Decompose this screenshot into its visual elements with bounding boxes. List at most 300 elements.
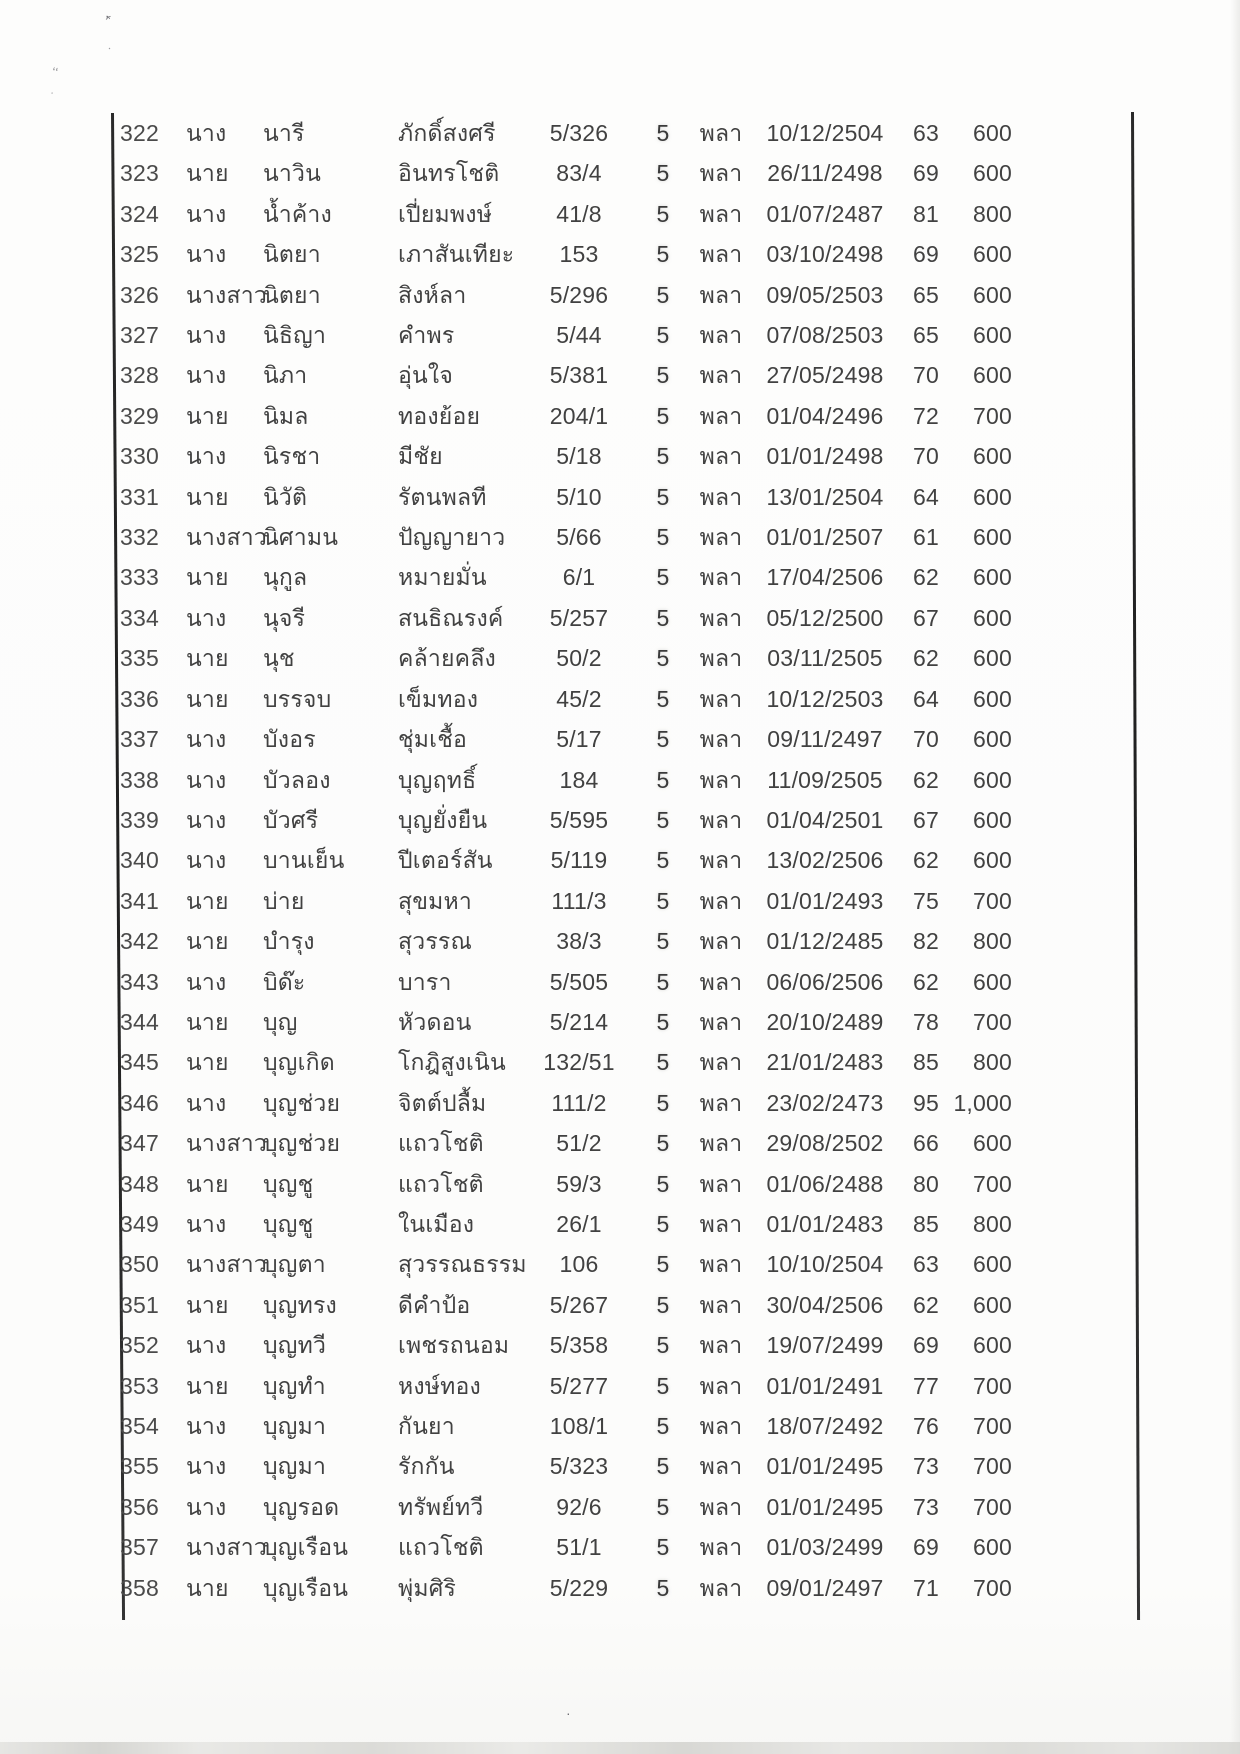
cell-row-number: 358 xyxy=(120,1574,159,1601)
pencil-mark: · xyxy=(103,41,117,55)
cell-title: นาย xyxy=(186,1008,229,1035)
cell-amount: 600 xyxy=(973,1534,1012,1561)
cell-title: นาย xyxy=(186,160,229,187)
cell-birth-date: 06/06/2506 xyxy=(766,968,884,995)
cell-row-number: 324 xyxy=(120,200,159,227)
cell-moo: 5 xyxy=(656,1089,670,1116)
cell-row-number: 352 xyxy=(120,1332,159,1359)
cell-amount: 700 xyxy=(973,1453,1012,1480)
cell-last-name: อุ่นใจ xyxy=(398,362,454,389)
cell-age: 78 xyxy=(913,1008,939,1035)
cell-age: 62 xyxy=(913,968,939,995)
cell-amount: 600 xyxy=(973,160,1012,187)
cell-moo: 5 xyxy=(656,524,670,551)
cell-birth-date: 01/04/2501 xyxy=(766,806,884,833)
cell-first-name: บำรุง xyxy=(263,928,315,955)
cell-last-name: ปัญญายาว xyxy=(398,524,506,551)
cell-first-name: นิมล xyxy=(263,402,309,429)
cell-amount: 600 xyxy=(973,1130,1012,1157)
cell-age: 80 xyxy=(913,1170,939,1197)
cell-house-no: 83/4 xyxy=(556,160,602,187)
cell-amount: 800 xyxy=(973,928,1012,955)
cell-area: พลา xyxy=(699,120,743,146)
cell-last-name: ชุ่มเชื้อ xyxy=(398,726,468,753)
cell-birth-date: 01/06/2488 xyxy=(766,1170,884,1197)
cell-first-name: บานเย็น xyxy=(263,847,345,874)
cell-area: พลา xyxy=(699,322,743,349)
cell-age: 69 xyxy=(913,1332,939,1359)
cell-age: 67 xyxy=(913,806,939,833)
cell-title: นาง xyxy=(186,1089,227,1116)
cell-age: 70 xyxy=(913,362,939,389)
cell-moo: 5 xyxy=(656,160,670,187)
cell-row-number: 344 xyxy=(120,1008,159,1035)
cell-house-no: 41/8 xyxy=(556,200,602,227)
cell-house-no: 51/1 xyxy=(556,1534,602,1561)
cell-amount: 600 xyxy=(973,847,1012,874)
cell-area: พลา xyxy=(699,847,743,874)
table-row xyxy=(0,1083,1240,1123)
cell-area: พลา xyxy=(699,1372,743,1399)
cell-area: พลา xyxy=(699,1574,743,1601)
cell-moo: 5 xyxy=(656,968,670,995)
cell-birth-date: 10/12/2503 xyxy=(766,685,884,712)
cell-first-name: บุญตา xyxy=(263,1251,326,1278)
cell-title: นาย xyxy=(186,564,229,591)
cell-amount: 600 xyxy=(973,1291,1012,1318)
cell-title: นาง xyxy=(186,766,227,793)
cell-last-name: เภาสันเทียะ xyxy=(398,241,515,268)
cell-amount: 600 xyxy=(973,241,1012,268)
cell-first-name: นุกูล xyxy=(263,564,308,591)
cell-amount: 600 xyxy=(973,726,1012,753)
cell-row-number: 349 xyxy=(120,1210,159,1237)
scan-bottom-edge xyxy=(0,1742,1240,1754)
cell-area: พลา xyxy=(699,241,743,268)
cell-area: พลา xyxy=(699,887,743,914)
table-row xyxy=(0,962,1240,1002)
cell-area: พลา xyxy=(699,766,743,793)
cell-row-number: 351 xyxy=(120,1291,159,1318)
cell-row-number: 333 xyxy=(120,564,159,591)
cell-last-name: ทรัพย์ทวี xyxy=(398,1493,484,1520)
table-row xyxy=(0,1042,1240,1082)
cell-age: 85 xyxy=(913,1210,939,1237)
cell-area: พลา xyxy=(699,483,743,510)
cell-moo: 5 xyxy=(656,1210,670,1237)
scan-edge-shade xyxy=(1230,0,1240,1754)
cell-area: พลา xyxy=(699,1008,743,1035)
cell-amount: 700 xyxy=(973,1574,1012,1601)
cell-last-name: สิงห์ลา xyxy=(398,281,467,308)
cell-age: 95 xyxy=(913,1089,939,1116)
cell-last-name: สนธิณรงค์ xyxy=(398,604,504,631)
cell-birth-date: 10/12/2504 xyxy=(766,120,884,146)
cell-title: นาย xyxy=(186,887,229,914)
table-row xyxy=(0,275,1240,315)
cell-row-number: 329 xyxy=(120,402,159,429)
cell-row-number: 355 xyxy=(120,1453,159,1480)
cell-birth-date: 26/11/2498 xyxy=(767,160,883,187)
cell-amount: 700 xyxy=(973,1008,1012,1035)
register-table xyxy=(0,113,1240,1608)
cell-title: นาย xyxy=(186,1049,229,1076)
cell-amount: 700 xyxy=(973,1372,1012,1399)
cell-area: พลา xyxy=(699,1493,743,1520)
cell-age: 69 xyxy=(913,1534,939,1561)
table-row xyxy=(0,517,1240,557)
table-row xyxy=(0,800,1240,840)
cell-house-no: 5/595 xyxy=(549,806,609,833)
cell-last-name: มีชัย xyxy=(398,443,443,470)
cell-age: 62 xyxy=(913,1291,939,1318)
table-row xyxy=(0,840,1240,880)
cell-row-number: 338 xyxy=(120,766,159,793)
cell-moo: 5 xyxy=(656,1251,670,1278)
cell-moo: 5 xyxy=(656,928,670,955)
cell-amount: 600 xyxy=(973,806,1012,833)
cell-birth-date: 07/08/2503 xyxy=(766,322,884,349)
cell-age: 62 xyxy=(913,766,939,793)
cell-row-number: 336 xyxy=(120,685,159,712)
pencil-mark: ʼ᷾ xyxy=(101,12,111,33)
stray-dot: · xyxy=(566,1705,571,1721)
cell-moo: 5 xyxy=(656,1453,670,1480)
cell-house-no: 6/1 xyxy=(562,564,596,591)
cell-birth-date: 09/01/2497 xyxy=(766,1574,884,1601)
cell-birth-date: 19/07/2499 xyxy=(766,1332,884,1359)
cell-house-no: 132/51 xyxy=(543,1049,615,1076)
cell-first-name: นุจรี xyxy=(263,604,306,631)
table-row xyxy=(0,1325,1240,1365)
cell-last-name: ทองย้อย xyxy=(398,402,481,429)
cell-house-no: 5/358 xyxy=(549,1332,609,1359)
cell-area: พลา xyxy=(699,200,743,227)
cell-house-no: 111/2 xyxy=(551,1089,607,1116)
cell-last-name: บารา xyxy=(398,968,452,995)
cell-amount: 600 xyxy=(973,1332,1012,1359)
cell-row-number: 350 xyxy=(120,1251,159,1278)
cell-age: 82 xyxy=(913,928,939,955)
cell-amount: 600 xyxy=(973,120,1012,146)
cell-title: นาง xyxy=(186,1453,227,1480)
cell-moo: 5 xyxy=(656,1332,670,1359)
table-row xyxy=(0,881,1240,921)
cell-title: นางสาว xyxy=(186,1130,267,1157)
cell-amount: 600 xyxy=(973,524,1012,551)
cell-area: พลา xyxy=(699,1291,743,1318)
cell-title: นาง xyxy=(186,200,227,227)
cell-moo: 5 xyxy=(656,685,670,712)
cell-birth-date: 17/04/2506 xyxy=(766,564,884,591)
cell-title: นาย xyxy=(186,1291,229,1318)
cell-house-no: 108/1 xyxy=(549,1413,609,1439)
cell-age: 73 xyxy=(913,1453,939,1480)
cell-age: 67 xyxy=(913,604,939,631)
table-row xyxy=(0,477,1240,517)
cell-first-name: บุญ xyxy=(263,1008,298,1035)
cell-birth-date: 27/05/2498 xyxy=(766,362,884,389)
cell-area: พลา xyxy=(699,402,743,429)
cell-first-name: นิตยา xyxy=(263,281,321,308)
cell-age: 64 xyxy=(913,685,939,712)
cell-birth-date: 01/03/2499 xyxy=(766,1534,884,1561)
cell-age: 85 xyxy=(913,1049,939,1076)
cell-house-no: 5/214 xyxy=(549,1008,609,1035)
cell-last-name: ภักดิ์สงศรี xyxy=(398,120,496,146)
table-row xyxy=(0,557,1240,597)
cell-row-number: 327 xyxy=(120,322,159,349)
cell-first-name: บ่าย xyxy=(263,887,305,914)
table-row xyxy=(0,598,1240,638)
cell-house-no: 5/119 xyxy=(550,847,608,874)
cell-row-number: 326 xyxy=(120,281,159,308)
cell-area: พลา xyxy=(699,1130,743,1157)
cell-area: พลา xyxy=(699,281,743,308)
cell-last-name: อินทรโชติ xyxy=(398,160,500,187)
cell-last-name: บุญยั่งยืน xyxy=(398,806,488,833)
cell-moo: 5 xyxy=(656,1413,670,1439)
cell-moo: 5 xyxy=(656,322,670,349)
cell-house-no: 5/229 xyxy=(549,1574,609,1601)
cell-birth-date: 05/12/2500 xyxy=(766,604,884,631)
cell-row-number: 346 xyxy=(120,1089,159,1116)
cell-first-name: บุญช่วย xyxy=(263,1130,341,1157)
cell-amount: 700 xyxy=(973,1413,1012,1439)
cell-house-no: 26/1 xyxy=(556,1210,602,1237)
cell-birth-date: 01/01/2493 xyxy=(766,887,884,914)
cell-row-number: 340 xyxy=(120,847,159,874)
cell-row-number: 330 xyxy=(120,443,159,470)
cell-row-number: 332 xyxy=(120,524,159,551)
cell-moo: 5 xyxy=(656,1049,670,1076)
cell-row-number: 354 xyxy=(120,1413,159,1439)
cell-area: พลา xyxy=(699,160,743,187)
cell-moo: 5 xyxy=(656,120,670,146)
cell-first-name: นิศามน xyxy=(263,524,339,551)
cell-amount: 1,000 xyxy=(953,1089,1012,1116)
cell-house-no: 106 xyxy=(559,1251,599,1278)
cell-area: พลา xyxy=(699,1210,743,1237)
cell-area: พลา xyxy=(699,1332,743,1359)
cell-age: 62 xyxy=(913,564,939,591)
cell-last-name: บุญฤทธิ์ xyxy=(398,766,477,793)
cell-title: นาย xyxy=(186,1574,229,1601)
cell-birth-date: 21/01/2483 xyxy=(766,1049,884,1076)
cell-age: 76 xyxy=(913,1413,939,1439)
cell-area: พลา xyxy=(699,1413,743,1439)
cell-birth-date: 13/01/2504 xyxy=(766,483,884,510)
cell-moo: 5 xyxy=(656,1170,670,1197)
table-row xyxy=(0,1204,1240,1244)
cell-house-no: 5/277 xyxy=(549,1372,609,1399)
cell-area: พลา xyxy=(699,1170,743,1197)
cell-amount: 800 xyxy=(973,1049,1012,1076)
cell-first-name: บุญชู xyxy=(263,1210,314,1237)
cell-house-no: 5/10 xyxy=(556,483,602,510)
cell-moo: 5 xyxy=(656,1008,670,1035)
cell-age: 63 xyxy=(913,120,939,146)
table-row xyxy=(0,1487,1240,1527)
cell-birth-date: 13/02/2506 xyxy=(766,847,884,874)
cell-first-name: บุญรอด xyxy=(263,1493,340,1520)
cell-house-no: 38/3 xyxy=(556,928,602,955)
cell-title: นาง xyxy=(186,1210,227,1237)
cell-area: พลา xyxy=(699,928,743,955)
cell-age: 75 xyxy=(913,887,939,914)
cell-age: 65 xyxy=(913,322,939,349)
cell-area: พลา xyxy=(699,1534,743,1561)
cell-house-no: 5/267 xyxy=(549,1291,609,1318)
cell-first-name: บัวศรี xyxy=(263,806,319,833)
cell-last-name: หัวดอน xyxy=(398,1008,472,1035)
cell-row-number: 342 xyxy=(120,928,159,955)
cell-moo: 5 xyxy=(656,1291,670,1318)
cell-moo: 5 xyxy=(656,564,670,591)
cell-title: นาง xyxy=(186,443,227,470)
cell-moo: 5 xyxy=(656,1574,670,1601)
cell-first-name: บุญมา xyxy=(263,1413,327,1439)
table-row xyxy=(0,355,1240,395)
cell-title: นางสาว xyxy=(186,281,267,308)
cell-first-name: นิตยา xyxy=(263,241,321,268)
cell-moo: 5 xyxy=(656,443,670,470)
cell-birth-date: 09/11/2497 xyxy=(767,726,883,753)
cell-house-no: 5/505 xyxy=(549,968,609,995)
table-row xyxy=(0,1527,1240,1567)
pencil-mark: · xyxy=(47,86,57,100)
cell-last-name: สุขมหา xyxy=(398,887,472,914)
cell-birth-date: 30/04/2506 xyxy=(766,1291,884,1318)
cell-amount: 600 xyxy=(973,685,1012,712)
cell-first-name: บุญทำ xyxy=(263,1372,326,1399)
cell-birth-date: 09/05/2503 xyxy=(766,281,884,308)
cell-house-no: 5/17 xyxy=(556,726,602,753)
cell-first-name: บัวลอง xyxy=(263,766,331,793)
cell-age: 77 xyxy=(913,1372,939,1399)
cell-title: นาง xyxy=(186,322,227,349)
cell-house-no: 5/381 xyxy=(549,362,609,389)
cell-area: พลา xyxy=(699,564,743,591)
cell-house-no: 5/326 xyxy=(549,120,609,146)
cell-house-no: 184 xyxy=(559,766,599,793)
cell-last-name: คล้ายคลึง xyxy=(398,645,496,672)
cell-area: พลา xyxy=(699,362,743,389)
cell-amount: 600 xyxy=(973,604,1012,631)
table-row xyxy=(0,679,1240,719)
cell-first-name: บุญทรง xyxy=(263,1291,337,1318)
cell-amount: 600 xyxy=(973,281,1012,308)
cell-house-no: 92/6 xyxy=(556,1493,602,1520)
table-row xyxy=(0,1446,1240,1486)
cell-birth-date: 01/01/2495 xyxy=(766,1453,884,1480)
table-row xyxy=(0,921,1240,961)
cell-first-name: นาวิน xyxy=(263,160,322,187)
cell-title: นาง xyxy=(186,847,227,874)
cell-moo: 5 xyxy=(656,887,670,914)
cell-row-number: 335 xyxy=(120,645,159,672)
cell-first-name: บรรจบ xyxy=(263,685,332,712)
table-row xyxy=(0,1002,1240,1042)
table-row xyxy=(0,1244,1240,1284)
cell-moo: 5 xyxy=(656,483,670,510)
cell-area: พลา xyxy=(699,968,743,995)
cell-last-name: ในเมือง xyxy=(398,1210,475,1237)
cell-age: 62 xyxy=(913,645,939,672)
cell-title: นาง xyxy=(186,1493,227,1520)
cell-title: นาง xyxy=(186,604,227,631)
cell-birth-date: 01/04/2496 xyxy=(766,402,884,429)
cell-title: นาย xyxy=(186,928,229,955)
cell-title: นาย xyxy=(186,645,229,672)
cell-age: 71 xyxy=(913,1574,939,1601)
cell-house-no: 5/296 xyxy=(549,281,609,308)
cell-age: 66 xyxy=(913,1130,939,1157)
cell-birth-date: 03/10/2498 xyxy=(766,241,884,268)
cell-house-no: 5/44 xyxy=(556,322,602,349)
cell-amount: 700 xyxy=(973,402,1012,429)
cell-age: 62 xyxy=(913,847,939,874)
cell-first-name: น้ำค้าง xyxy=(263,200,332,227)
cell-area: พลา xyxy=(699,1251,743,1278)
cell-row-number: 341 xyxy=(120,887,159,914)
cell-birth-date: 01/01/2491 xyxy=(766,1372,884,1399)
cell-first-name: บิด๊ะ xyxy=(263,968,306,995)
cell-moo: 5 xyxy=(656,1534,670,1561)
cell-age: 63 xyxy=(913,1251,939,1278)
table-row xyxy=(0,113,1240,153)
cell-last-name: โกฎิสูงเนิน xyxy=(398,1049,506,1076)
cell-row-number: 356 xyxy=(120,1493,159,1520)
cell-first-name: นุช xyxy=(263,645,295,672)
cell-house-no: 59/3 xyxy=(556,1170,602,1197)
cell-title: นาง xyxy=(186,1413,227,1439)
cell-moo: 5 xyxy=(656,726,670,753)
cell-birth-date: 18/07/2492 xyxy=(766,1413,884,1439)
table-row xyxy=(0,396,1240,436)
table-row xyxy=(0,1366,1240,1406)
cell-area: พลา xyxy=(699,1453,743,1480)
cell-area: พลา xyxy=(699,645,743,672)
table-row xyxy=(0,194,1240,234)
cell-age: 61 xyxy=(913,524,939,551)
cell-first-name: นิภา xyxy=(263,362,308,389)
cell-last-name: เข็มทอง xyxy=(398,685,479,712)
cell-age: 69 xyxy=(913,241,939,268)
cell-area: พลา xyxy=(699,685,743,712)
cell-title: นาย xyxy=(186,1170,229,1197)
cell-moo: 5 xyxy=(656,402,670,429)
cell-amount: 700 xyxy=(973,1170,1012,1197)
cell-first-name: นิรชา xyxy=(263,443,321,470)
table-row xyxy=(0,1285,1240,1325)
table-row xyxy=(0,234,1240,274)
cell-row-number: 357 xyxy=(120,1534,159,1561)
cell-last-name: แถวโชติ xyxy=(398,1130,484,1157)
cell-last-name: ดีคำป้อ xyxy=(398,1291,471,1318)
cell-last-name: รักกัน xyxy=(398,1453,455,1480)
cell-house-no: 153 xyxy=(559,241,599,268)
cell-row-number: 325 xyxy=(120,241,159,268)
cell-amount: 600 xyxy=(973,968,1012,995)
cell-area: พลา xyxy=(699,726,743,753)
cell-title: นาง xyxy=(186,362,227,389)
cell-area: พลา xyxy=(699,806,743,833)
cell-last-name: พุ่มศิริ xyxy=(398,1574,457,1601)
cell-first-name: นิวัติ xyxy=(263,483,308,510)
cell-row-number: 343 xyxy=(120,968,159,995)
cell-row-number: 348 xyxy=(120,1170,159,1197)
